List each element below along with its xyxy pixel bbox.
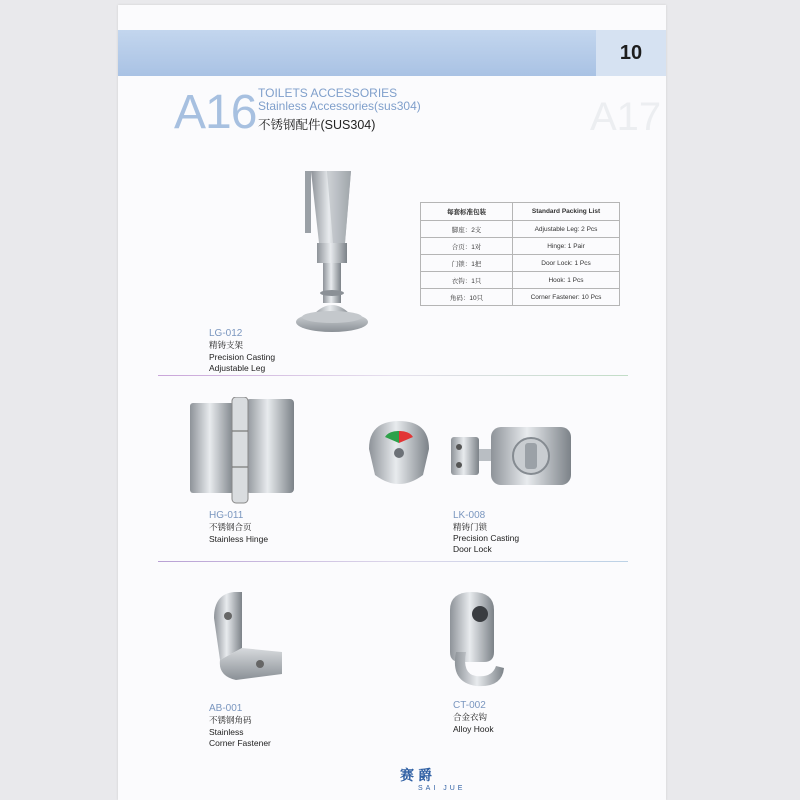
- page-number: 10: [596, 30, 666, 76]
- packing-cell-en: Door Lock: 1 Pcs: [513, 255, 620, 272]
- catalog-page: [118, 5, 666, 800]
- product-name-zh-hinge: 不锈钢合页: [209, 522, 252, 532]
- product-name-zh-hook: 合金衣钩: [453, 712, 488, 722]
- product-desc-leg-1: Precision Casting: [209, 352, 276, 362]
- packing-cell-en: Corner Fastener: 10 Pcs: [513, 289, 620, 306]
- section-divider: [158, 375, 628, 376]
- product-desc-fastener-2: Corner Fastener: [209, 738, 271, 748]
- product-desc-lock-1: Precision Casting: [453, 533, 520, 543]
- series-code: A16: [174, 86, 257, 139]
- packing-cell-en: Hook: 1 Pcs: [513, 272, 620, 289]
- brand-logo: [400, 765, 465, 792]
- title-line-1: TOILETS ACCESSORIES: [258, 86, 398, 100]
- brand-name-zh: 赛爵: [400, 768, 436, 784]
- brand-name-en: SAI JUE: [418, 785, 466, 792]
- product-name-zh-leg: 精铸支架: [209, 340, 244, 350]
- hinge-image: [188, 397, 298, 505]
- packing-cell-en: Adjustable Leg: 2 Pcs: [513, 221, 620, 238]
- packing-header-en: Standard Packing List: [513, 203, 620, 221]
- table-row: [421, 221, 620, 238]
- title-english: [258, 87, 421, 113]
- packing-table: [420, 202, 620, 306]
- bleed-through-ghost: A17: [590, 95, 662, 139]
- table-row: [421, 289, 620, 306]
- header-band: [118, 30, 666, 76]
- product-name-zh-lock: 精铸门锁: [453, 522, 488, 532]
- product-desc-hook-1: Alloy Hook: [453, 724, 494, 734]
- packing-cell-zh: 合页：1对: [421, 238, 513, 255]
- title-line-2: Stainless Accessories(sus304): [258, 99, 421, 113]
- adjustable-leg-image: [293, 165, 373, 340]
- table-row: [421, 255, 620, 272]
- product-code-fastener: AB-001: [209, 703, 243, 714]
- packing-cell-en: Hinge: 1 Pair: [513, 238, 620, 255]
- product-desc-lock-2: Door Lock: [453, 544, 492, 554]
- product-desc-fastener-1: Stainless: [209, 727, 244, 737]
- product-code-hook: CT-002: [453, 700, 486, 711]
- product-code-hinge: HG-011: [209, 510, 244, 521]
- packing-cell-zh: 角码：10只: [421, 289, 513, 306]
- product-code-lock: LK-008: [453, 510, 486, 521]
- product-desc-leg-2: Adjustable Leg: [209, 363, 266, 373]
- packing-header-zh: 每套标准包装: [421, 203, 513, 221]
- section-divider: [158, 561, 628, 562]
- product-code-leg: LG-012: [209, 328, 243, 339]
- product-name-zh-fastener: 不锈钢角码: [209, 715, 252, 725]
- packing-table-header: [421, 203, 620, 221]
- title-chinese: 不锈钢配件(SUS304): [258, 118, 376, 132]
- table-row: [421, 238, 620, 255]
- door-lock-image: [363, 415, 583, 495]
- corner-fastener-image: [206, 590, 286, 685]
- packing-cell-zh: 门锁：1把: [421, 255, 513, 272]
- table-row: [421, 272, 620, 289]
- packing-cell-zh: 脚座：2支: [421, 221, 513, 238]
- product-desc-hinge-1: Stainless Hinge: [209, 534, 269, 544]
- alloy-hook-image: [436, 590, 508, 692]
- packing-cell-zh: 衣钩：1只: [421, 272, 513, 289]
